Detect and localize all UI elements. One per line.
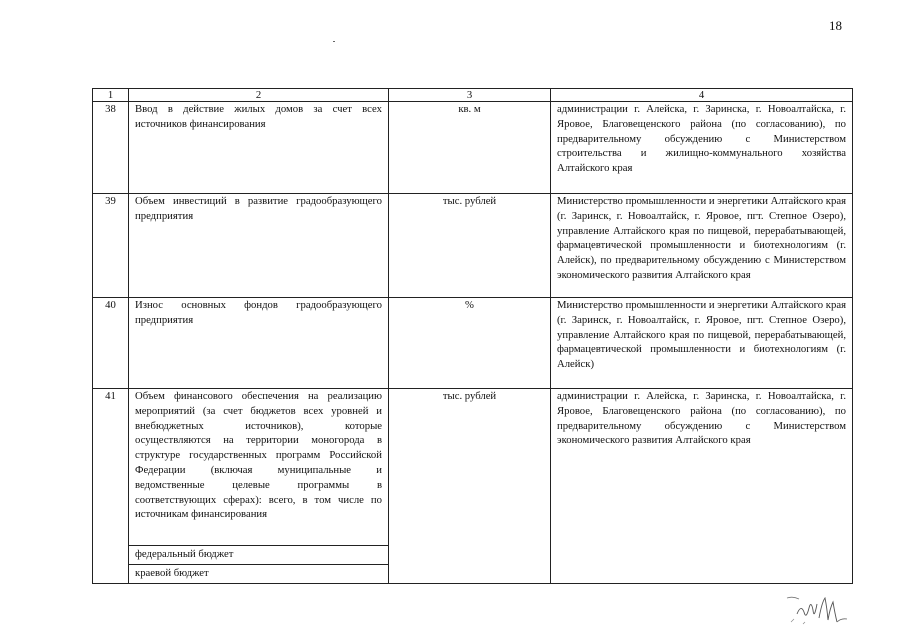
indicator-name: Ввод в действие жилых домов за счет всех источников финансирования [129, 102, 389, 194]
row-number: 38 [93, 102, 129, 194]
indicator-name: Объем инвестиций в развитие градообразующего предприятия [129, 194, 389, 298]
indicator-name: Объем финансового обеспечения на реализацию мероприятий (за счет бюджетов всех уровней и внебюджетных источников), которые осуществляются на территории моногорода в структуре государственных программ Российской Федерации (включая муниципальные и ведомственные целевые программы в соответствующих сферах): всего, в том числе по источникам финансирования [135, 390, 382, 521]
responsible-bodies: администрации г. Алейска, г. Заринска, г. Новоалтайска, г. Яровое, Благовещенского района (по согласованию), по предварительному обсуждению с Министерством строительства и жилищно-коммунального хозяйства Алтайского края [551, 102, 853, 194]
table-row [93, 298, 853, 389]
header-col-3: 3 [389, 89, 551, 102]
indicators-table [92, 88, 853, 584]
responsible-bodies: Министерство промышленности и энергетики Алтайского края (г. Заринск, г. Новоалтайск, г. Яровое, пгт. Степное Озеро), управление Алтайского края по пищевой, перерабатывающей, фармацевтической промышленности и биотехнологиям (г. Алейск) [551, 298, 853, 389]
header-col-2: 2 [129, 89, 389, 102]
unit-of-measure: кв. м [389, 102, 551, 194]
sub-item-federal: федеральный бюджет [129, 545, 388, 564]
row-number: 41 [93, 389, 129, 584]
signature-icon [783, 592, 853, 628]
sub-item-regional: краевой бюджет [129, 564, 388, 583]
table-row [93, 194, 853, 298]
table-header-row [93, 89, 853, 102]
indicator-name: Износ основных фондов градообразующего предприятия [129, 298, 389, 389]
row-number: 40 [93, 298, 129, 389]
header-col-4: 4 [551, 89, 853, 102]
table-row [93, 389, 853, 584]
row-number: 39 [93, 194, 129, 298]
scan-speck [333, 41, 335, 42]
header-col-1: 1 [93, 89, 129, 102]
indicator-name-cell [129, 389, 389, 584]
page-number: 18 [829, 18, 842, 33]
unit-of-measure: % [389, 298, 551, 389]
table-row [93, 102, 853, 194]
unit-of-measure: тыс. рублей [389, 194, 551, 298]
responsible-bodies: Министерство промышленности и энергетики Алтайского края (г. Заринск, г. Новоалтайск, г. Яровое, пгт. Степное Озеро), управление Алтайского края по пищевой, перерабатывающей, фармацевтической промышленности и биотехнологиям (г. Алейск), по предварительному обсуждению с Министерством экономического развития Алтайского края [551, 194, 853, 298]
unit-of-measure: тыс. рублей [389, 389, 551, 584]
responsible-bodies: администрации г. Алейска, г. Заринска, г. Новоалтайска, г. Яровое, Благовещенского района (по согласованию), по предварительному обсуждению с Министерством экономического развития Алтайского края [551, 389, 853, 584]
